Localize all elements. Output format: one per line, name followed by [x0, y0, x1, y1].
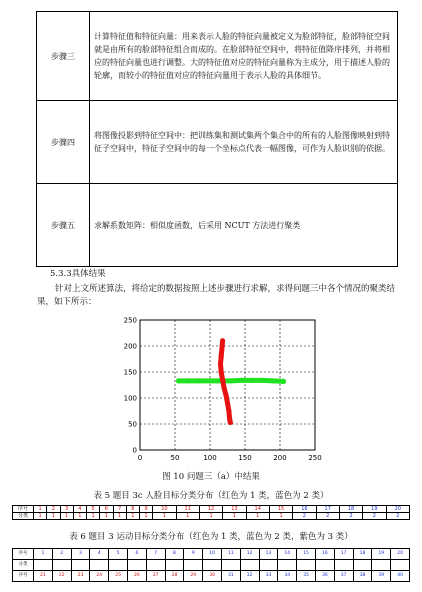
- index-cell: 8: [165, 549, 184, 560]
- data-point: [228, 420, 233, 425]
- index-cell: 36: [315, 571, 334, 582]
- x-tick-label: 150: [238, 454, 252, 460]
- data-point: [220, 338, 225, 343]
- index-cell: 2: [52, 549, 71, 560]
- data-point: [260, 378, 265, 383]
- index-cell: 18: [339, 506, 362, 513]
- index-cell: 34: [278, 571, 297, 582]
- y-tick-label: 150: [123, 368, 137, 377]
- class-cell: 1: [60, 513, 73, 520]
- index-cell: 35: [297, 571, 316, 582]
- class-cell: 1: [87, 513, 100, 520]
- class-cell: 1: [199, 513, 222, 520]
- index-cell: 3: [71, 549, 90, 560]
- step-text: 计算特征值和特征向量：用来表示人脸的特征向量被定义为脸部特征，脸部特征空间就是由所有的脸部特征组合而成的。在脸部特征空间中，将特征值降序排列，并将相应的特征向量也进行调整。大的特征值对应的特征向量称为主成分，用于描述人脸的轮廓，而较小的特征值对应的特征向量用于表示人脸的具体细节。: [90, 12, 398, 101]
- index-cell: 13: [259, 549, 278, 560]
- index-cell: 24: [90, 571, 109, 582]
- table6-caption: 表 6 题目 3 运动目标分类分布（红色为 1 类，蓝色为 2 类，紫色为 3 类）: [69, 532, 353, 542]
- row-header: 序号: [13, 571, 34, 582]
- index-cell: 14: [278, 549, 297, 560]
- data-point: [219, 369, 224, 374]
- class-cell: [334, 560, 353, 571]
- index-cell: 7: [146, 549, 165, 560]
- class-cell: 1: [34, 513, 47, 520]
- data-point: [239, 378, 244, 383]
- index-cell: 6: [100, 506, 113, 513]
- data-point: [221, 385, 226, 390]
- class-cell: 1: [140, 513, 153, 520]
- body-paragraph: 针对上文所述算法，将给定的数据按照上述步骤进行求解，求得问题三中各个情况的聚类结果，如下所示：: [37, 284, 396, 307]
- index-cell: 10: [153, 506, 176, 513]
- x-tick-label: 0: [137, 454, 143, 460]
- class-cell: [240, 560, 259, 571]
- row-header: 分类: [13, 560, 34, 571]
- index-cell: 16: [315, 549, 334, 560]
- figure-caption: 图 10 问题三（a）中结果: [162, 472, 260, 482]
- data-point: [249, 378, 254, 383]
- class-cell: 1: [246, 513, 269, 520]
- x-tick-label: 250: [308, 454, 322, 460]
- index-cell: 15: [297, 549, 316, 560]
- class-cell: [259, 560, 278, 571]
- class-cell: [391, 560, 410, 571]
- row-header: 序号: [13, 506, 34, 513]
- class-cell: [203, 560, 222, 571]
- data-point: [225, 401, 230, 406]
- class-cell: [146, 560, 165, 571]
- table-row: [13, 549, 410, 560]
- data-point: [270, 378, 275, 383]
- index-cell: 22: [52, 571, 71, 582]
- class-cell: 1: [223, 513, 246, 520]
- index-cell: 12: [199, 506, 222, 513]
- data-point: [220, 377, 225, 382]
- scatter-chart: [118, 312, 323, 460]
- index-cell: 37: [334, 571, 353, 582]
- data-point: [281, 379, 286, 384]
- data-point: [219, 346, 224, 351]
- index-cell: 21: [34, 571, 53, 582]
- class-cell: [297, 560, 316, 571]
- index-cell: 7: [113, 506, 126, 513]
- x-tick-label: 50: [170, 454, 180, 460]
- index-cell: 39: [372, 571, 391, 582]
- table-row: [13, 571, 410, 582]
- index-cell: 32: [240, 571, 259, 582]
- table-row: [13, 506, 410, 513]
- index-cell: 9: [184, 549, 203, 560]
- index-cell: 19: [372, 549, 391, 560]
- class-cell: 1: [176, 513, 199, 520]
- class-cell: 2: [363, 513, 386, 520]
- index-cell: 33: [259, 571, 278, 582]
- index-cell: 20: [386, 506, 409, 513]
- plot-area: [140, 320, 315, 450]
- index-cell: 38: [353, 571, 372, 582]
- index-cell: 25: [109, 571, 128, 582]
- class-cell: 1: [73, 513, 86, 520]
- step-label: 步骤三: [37, 12, 90, 101]
- class-cell: [315, 560, 334, 571]
- row-header: 序号: [13, 549, 34, 560]
- class-cell: [90, 560, 109, 571]
- data-point: [176, 378, 181, 383]
- class-cell: [52, 560, 71, 571]
- index-cell: 27: [146, 571, 165, 582]
- index-cell: 5: [87, 506, 100, 513]
- step-row: [37, 184, 398, 267]
- class-cell: [127, 560, 146, 571]
- index-cell: 8: [126, 506, 139, 513]
- class-cell: [109, 560, 128, 571]
- y-tick-label: 200: [123, 342, 137, 351]
- data-point: [207, 378, 212, 383]
- class-cell: [221, 560, 240, 571]
- class-cell: 1: [126, 513, 139, 520]
- data-point: [186, 378, 191, 383]
- index-cell: 1: [34, 549, 53, 560]
- class-cell: 2: [386, 513, 409, 520]
- class-cell: 2: [293, 513, 316, 520]
- data-point: [228, 378, 233, 383]
- index-cell: 11: [176, 506, 199, 513]
- index-cell: 1: [34, 506, 47, 513]
- data-point: [197, 378, 202, 383]
- index-cell: 18: [353, 549, 372, 560]
- index-cell: 31: [221, 571, 240, 582]
- class-cell: 1: [47, 513, 60, 520]
- class-cell: [34, 560, 53, 571]
- y-tick-label: 250: [123, 316, 137, 325]
- data-point: [226, 408, 231, 413]
- class-cell: [165, 560, 184, 571]
- index-cell: 28: [165, 571, 184, 582]
- index-cell: 30: [203, 571, 222, 582]
- index-cell: 16: [293, 506, 316, 513]
- table6: [12, 548, 410, 582]
- x-tick-label: 200: [273, 454, 287, 460]
- index-cell: 14: [246, 506, 269, 513]
- index-cell: 23: [71, 571, 90, 582]
- y-tick-label: 100: [123, 394, 137, 403]
- step-row: [37, 12, 398, 101]
- class-cell: 2: [339, 513, 362, 520]
- class-cell: [353, 560, 372, 571]
- table5: [12, 505, 410, 520]
- y-tick-label: 50: [128, 420, 137, 429]
- data-point: [224, 393, 229, 398]
- index-cell: 11: [221, 549, 240, 560]
- index-cell: 17: [334, 549, 353, 560]
- data-point: [218, 362, 223, 367]
- index-cell: 40: [391, 571, 410, 582]
- class-cell: 1: [153, 513, 176, 520]
- steps-table: [36, 11, 398, 267]
- class-cell: 1: [100, 513, 113, 520]
- index-cell: 26: [127, 571, 146, 582]
- table-row: [13, 513, 410, 520]
- step-row: [37, 101, 398, 184]
- index-cell: 12: [240, 549, 259, 560]
- data-point: [219, 354, 224, 359]
- section-heading: 5.3.3具体结果: [50, 269, 106, 279]
- class-cell: [278, 560, 297, 571]
- x-tick-label: 100: [203, 454, 217, 460]
- y-tick-label: 0: [132, 446, 137, 455]
- index-cell: 20: [391, 549, 410, 560]
- index-cell: 15: [269, 506, 292, 513]
- class-cell: [372, 560, 391, 571]
- index-cell: 10: [203, 549, 222, 560]
- class-cell: 1: [269, 513, 292, 520]
- step-label: 步骤五: [37, 184, 90, 267]
- index-cell: 5: [109, 549, 128, 560]
- index-cell: 17: [316, 506, 339, 513]
- index-cell: 13: [223, 506, 246, 513]
- class-cell: 1: [113, 513, 126, 520]
- index-cell: 3: [60, 506, 73, 513]
- class-cell: [184, 560, 203, 571]
- index-cell: 4: [90, 549, 109, 560]
- index-cell: 9: [140, 506, 153, 513]
- index-cell: 19: [363, 506, 386, 513]
- table-row: [13, 560, 410, 571]
- index-cell: 2: [47, 506, 60, 513]
- row-header: 分类: [13, 513, 34, 520]
- table5-caption: 表 5 题目 3c 人脸目标分类分布（红色为 1 类，蓝色为 2 类）: [93, 491, 329, 501]
- class-cell: [71, 560, 90, 571]
- index-cell: 4: [73, 506, 86, 513]
- index-cell: 29: [184, 571, 203, 582]
- step-label: 步骤四: [37, 101, 90, 184]
- step-text: 将图像投影到特征空间中：把训练集和测试集两个集合中的所有的人脸图像映射到特征子空间中，特征子空间中的每一个坐标点代表一幅图像，可作为人脸识别的依据。: [90, 101, 398, 184]
- class-cell: 2: [316, 513, 339, 520]
- step-text: 求解系数矩阵：相似度函数，后采用 NCUT 方法进行聚类: [90, 184, 398, 267]
- index-cell: 6: [127, 549, 146, 560]
